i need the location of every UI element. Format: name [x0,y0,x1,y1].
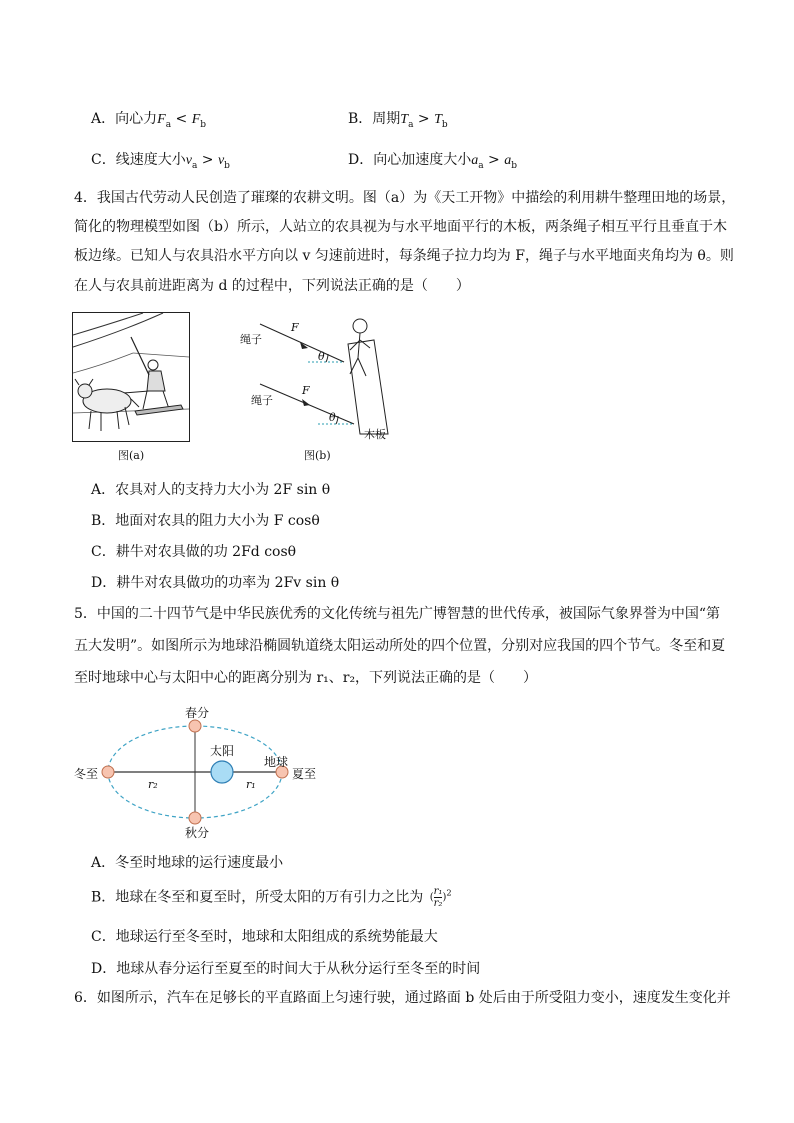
force-label-2: F [302,384,310,397]
figure-a-ox-plowing [72,312,190,442]
label-r1: r₁ [246,778,256,791]
rope-label-2: 绳子 [251,394,273,407]
label-autumn: 秋分 [185,826,210,840]
q5-option-d: D．地球从春分运行至夏至的时间大于从秋分运行至冬至的时间 [91,961,481,977]
q4-option-c: C．耕牛对农具做的功 2Fd cosθ [91,544,297,560]
q4-option-a: A．农具对人的支持力大小为 2F sin θ [91,482,331,498]
angle-label-1: θ [318,350,325,363]
label-spring: 春分 [185,706,210,720]
earth-autumn-icon [189,812,201,824]
q5-option-c: C．地球运行至冬至时，地球和太阳组成的系统势能最大 [91,929,438,945]
q3-option-a: A．向心力$F_a < F_b$ [91,111,207,130]
force-label-1: F [291,321,299,334]
q5-option-b: B．地球在冬至和夏至时，所受太阳的万有引力之比为 ( $\frac{\text{r₁}}{\text{r₂}}$ )$^2$ [91,886,452,909]
q5-option-a: A．冬至时地球的运行速度最小 [91,855,284,871]
q4-line-4: 在人与农具前进距离为 d 的过程中，下列说法正确的是（ ） [74,278,470,294]
board-label: 木板 [364,428,386,441]
earth-winter-icon [102,766,114,778]
earth-spring-icon [189,720,201,732]
label-winter: 冬至 [74,767,99,781]
q5-line-3: 至时地球中心与太阳中心的距离分别为 r₁、r₂，下列说法正确的是（ ） [74,670,538,686]
q4-line-3: 板边缘。已知人与农具沿水平方向以 v 匀速前进时，每条绳子拉力均为 F，绳子与水平地面夹角均为 θ。则 [74,248,734,264]
q3-option-c: C．线速度大小$v_a > v_b$ [91,152,230,171]
q5-line-1: 5．中国的二十四节气是中华民族优秀的文化传统与祖先广博智慧的世代传承，被国际气象界誉为中国“第 [74,606,721,622]
ox-plowing-illustration [73,313,189,441]
label-earth: 地球 [264,755,289,769]
figure-b-caption: 图(b) [304,449,331,462]
q5-line-2: 五大发明”。如图所示为地球沿椭圆轨道绕太阳运动所处的四个位置，分别对应我国的四个节气。冬至和夏 [74,638,726,654]
label-summer: 夏至 [292,767,317,781]
sun-icon [211,761,233,783]
label-r2: r₂ [148,778,158,791]
q3-option-b: B．周期$T_a > T_b$ [348,111,448,130]
label-sun: 太阳 [210,744,235,758]
q4-line-2: 简化的物理模型如图（b）所示，人站立的农具视为与水平地面平行的木板，两条绳子相互平行且垂直于木 [74,219,727,235]
q4-line-1: 4．我国古代劳动人民创造了璀璨的农耕文明。图（a）为《天工开物》中描绘的利用耕牛整理田地的场景， [74,190,736,206]
q6-line-1: 6．如图所示，汽车在足够长的平直路面上匀速行驶，通过路面 b 处后由于所受阻力变小，速度发生变化并 [74,990,731,1006]
rope-label-1: 绳子 [240,333,262,346]
q3-option-d: D．向心加速度大小$a_a > a_b$ [348,152,518,171]
q4-option-b: B．地面对农具的阻力大小为 F cosθ [91,513,320,529]
angle-label-2: θ [329,411,336,424]
figure-a-caption: 图(a) [118,449,145,462]
q4-option-d: D．耕牛对农具做功的功率为 2Fv sin θ [91,575,340,591]
